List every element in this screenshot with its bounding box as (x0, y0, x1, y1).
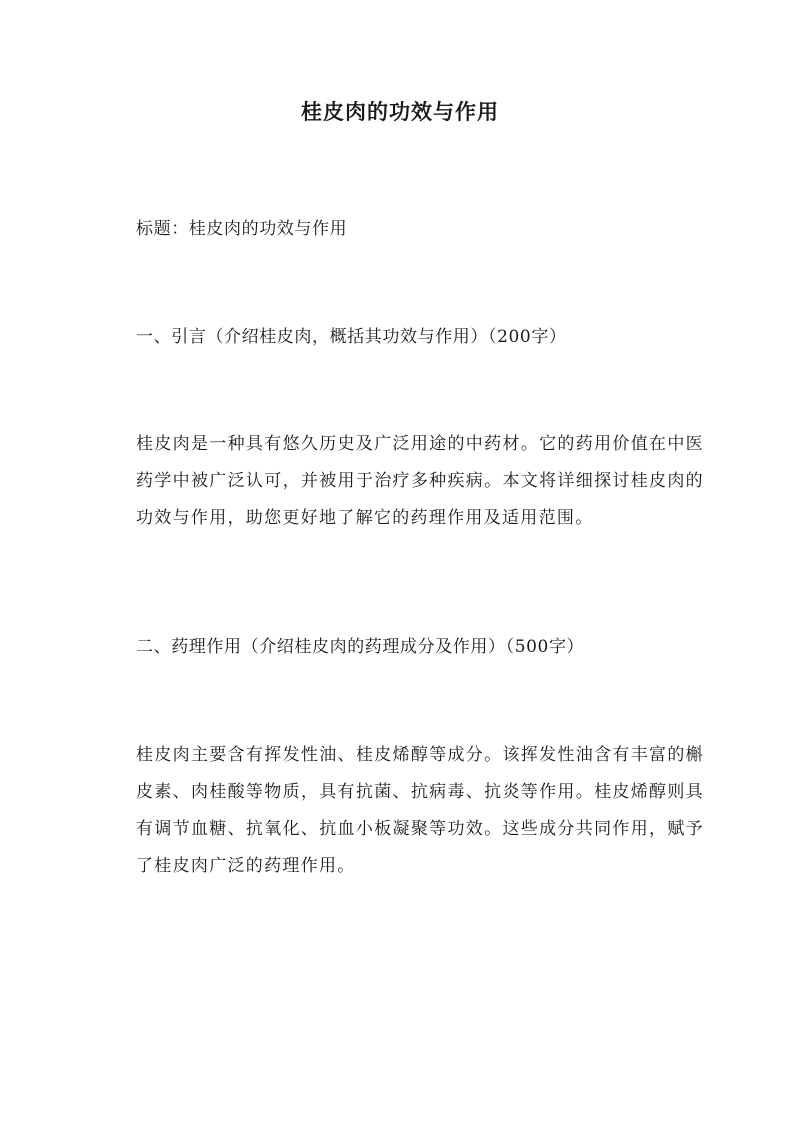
section-2-paragraph: 桂皮肉主要含有挥发性油、桂皮烯醇等成分。该挥发性油含有丰富的槲皮素、肉桂酸等物质，具有抗菌、抗病毒、抗炎等作用。桂皮烯醇则具有调节血糖、抗氧化、抗血小板凝聚等功效。这些成分共同作用，赋予了桂皮肉广泛的药理作用。 (136, 745, 704, 876)
subtitle-line: 标题：桂皮肉的功效与作用 (136, 219, 348, 239)
section-1-heading: 一、引言（介绍桂皮肉，概括其功效与作用）（200字） (136, 327, 567, 347)
section-2-heading: 二、药理作用（介绍桂皮肉的药理成分及作用）（500字） (136, 637, 585, 657)
section-1-paragraph: 桂皮肉是一种具有悠久历史及广泛用途的中药材。它的药用价值在中医药学中被广泛认可，并被用于治疗多种疾病。本文将详细探讨桂皮肉的功效与作用，助您更好地了解它的药理作用及适用范围。 (136, 434, 704, 528)
page-title: 桂皮肉的功效与作用 (301, 99, 499, 124)
